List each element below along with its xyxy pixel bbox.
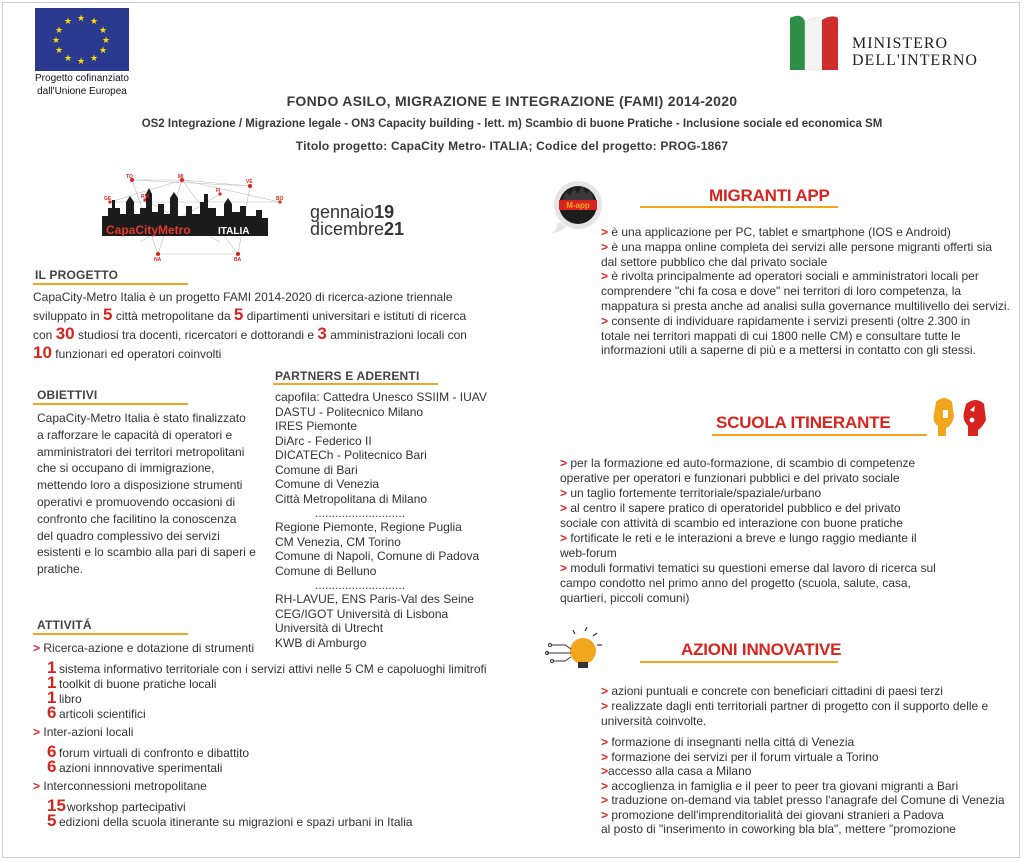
scuola-item-text: operative per operatori e funzionari pubblici e del privato sociale [560,471,900,485]
azioni-item-text: accesso alla casa a Milano [608,764,752,778]
attivita-sec3: > Interconnessioni metropolitane [33,779,207,793]
num-amministrazioni: 3 [317,324,327,343]
project-dates [310,204,404,238]
azioni-underline [640,661,838,663]
scuola-item-text: un taglio fortemente territoriale/spaziale/urbano [567,486,822,500]
svg-text:CapaCityMetro: CapaCityMetro [106,223,191,237]
partners-underline [273,383,438,385]
azioni-item-text: realizzate dagli enti territoriali partner di progetto con il supporto delle e [608,699,989,713]
migranti-item-text: informazioni utili a saperne di più e a mettersi in contatto con gli stessi. [601,343,976,358]
partner-item: CM Venezia, CM Torino [275,534,401,549]
azioni-item [601,764,1001,779]
scuola-underline [712,434,927,436]
progetto-line4: 10 funzionari ed operatori coinvolti [33,343,222,362]
num-studiosi: 30 [55,324,75,343]
azioni-item-text: formazione di insegnanti nella cittá di Venezia [608,735,855,749]
num-citta: 5 [103,305,113,324]
attivita-item-label: articoli scientifici [59,707,146,721]
migranti-item-text: consente di individuare rapidamente i servizi presenti (oltre 2.300 in [608,313,971,328]
scuola-item-text: campo condotto nel primo anno del progetto (scuola, salute, casa, [560,576,911,590]
azioni-item-text: formazione dei servizi per il forum virtuale a Torino [608,749,879,764]
page-subtitle: OS2 Integrazione / Migrazione legale - ON3 Capacity building - lett. m) Scambio di buone Pratiche - Inclusione sociale ed economica SM [141,118,883,130]
obiettivi-line: che si occupano di immigrazione, [37,461,215,476]
partner-item: Comune di Napoli, Comune di Padova [275,549,480,563]
progetto-line1: CapaCity-Metro Italia è un progetto FAMI 2014-2020 di ricerca-azione triennale [33,290,453,304]
attivita-item [47,658,503,677]
migranti-item-text: comprendere "chi fa cosa e dove" nei territori di loro competenza, la [601,284,962,299]
partner-item: Comune di Bari [275,462,358,477]
scuola-item [560,516,960,531]
bullet-marker: > [601,764,609,778]
azioni-item [601,750,1001,765]
azioni-item-text: università coinvolte. [601,714,707,728]
partner-item: IRES Piemonte [275,419,358,433]
progetto-heading: IL PROGETTO [35,268,119,282]
azioni-list-2 [601,735,1005,837]
obiettivi-line: esistenti e lo scambio alla pari di saperi e [37,545,256,560]
migranti-title: MIGRANTI APP [709,186,830,205]
svg-text:BA: BA [234,257,242,262]
bullet-marker: > [601,778,609,793]
obiettivi-line: operativi e promuovendo occasioni di [37,494,236,509]
scuola-item-text: sociale con attività di scambio ed interazione con buone pratiche [560,516,903,530]
attivita-heading: ATTIVITÁ [37,618,92,632]
obiettivi-line: a rafforzare le capacità di operatori e [37,427,233,442]
attivita-sec1: > Ricerca-azione e dotazione di strumenti [33,641,255,655]
progetto-line2: sviluppato in 5 città metropolitane da 5 dipartimenti universitari e istituti di ricerca [33,305,467,324]
partners-separator: ........................... [315,506,406,520]
num-funzionari: 10 [33,343,52,362]
migranti-item-text: è rivolta principalmente ad operatori sociali e amministratori locali per [608,269,979,284]
scuola-item [560,531,960,546]
obiettivi-line: pratiche. [37,562,84,577]
partner-item: capofila: Cattedra Unesco SSIIM - IUAV [275,390,487,404]
partner-item: Comune di Belluno [275,563,377,578]
attivita-item [47,757,503,776]
date-start-year: 19 [374,202,395,222]
azioni-title: AZIONI INNOVATIVE [681,640,842,659]
azioni-item [601,822,1001,837]
partners-group-1 [275,390,495,506]
ministry-line1: MINISTERO [852,35,949,52]
azioni-item [601,779,1001,794]
azioni-item [601,735,1001,750]
migranti-item [601,284,1001,299]
partner-item: DASTU - Politecnico Milano [275,404,424,419]
obiettivi-line: confronto che facilitino la conoscenza [37,511,237,526]
attivita-count: 5 [47,811,57,830]
scuola-item [560,561,960,576]
progetto-underline [33,283,188,285]
scuola-item [560,501,960,516]
scuola-title: SCUOLA ITINERANTE [716,413,891,432]
migranti-item-text: totale nei territori mappati di cui 1800 nelle CM) e consultare tutte le [601,328,961,343]
progetto-line3: con 30 studiosi tra docenti, ricercatori e dottorandi e 3 amministrazioni locali con [33,324,467,343]
date-end-year: 21 [384,219,405,239]
azioni-item-text: accoglienza in famiglia e il peer to peer tra giovani migranti a Bari [608,778,959,793]
attivita-count: 1 [47,688,57,707]
scuola-item-text: al centro il sapere pratico di operatoridel pubblico e del privato [567,501,901,515]
svg-text:RM: RM [141,194,149,200]
attivita-item-label: workshop partecipativi [67,800,186,814]
svg-text:FI: FI [216,188,221,194]
migranti-item [601,343,1001,358]
migranti-item-text: dal settore pubblico che dal privato sociale [601,254,828,269]
ministry-line2: DELL'INTERNO [852,52,978,69]
migranti-item-text: mappatura si presta anche ad analisi sulla governance multilivello dei servizi. [601,298,1010,313]
azioni-item [601,808,1001,823]
attivita-item [47,688,503,707]
scuola-item [560,456,960,471]
bullet-marker: > [601,807,609,822]
attivita-underline [33,633,188,635]
scuola-item [560,486,960,501]
azioni-item-text: azioni puntuali e concrete con beneficiari cittadini di paesi terzi [608,684,943,698]
bullet-marker: > [601,269,609,284]
num-dipartimenti: 5 [233,305,244,324]
scuola-item [560,471,960,486]
project-title: Titolo progetto: CapaCity Metro- ITALIA; Codice del progetto: PROG-1867 [295,139,729,153]
bullet-marker: > [560,561,568,575]
partner-item: DiArc - Federico II [275,433,372,448]
scuola-item-text: moduli formativi tematici su questioni emerse dal lavoro di ricerca sul [567,561,936,575]
attivita-item [47,811,503,830]
partner-item: Comune di Venezia [275,477,380,491]
svg-text:ITALIA: ITALIA [218,226,250,237]
obiettivi-line: CapaCity-Metro Italia è stato finalizzato [37,411,246,425]
partners-heading: PARTNERS E ADERENTI [275,369,420,383]
bullet-marker: > [601,749,609,764]
bullet-marker: > [601,313,609,328]
scuola-item [560,546,960,561]
azioni-item [601,714,1001,729]
ministry-name [852,35,978,69]
svg-text:BO: BO [276,196,284,202]
date-start-month: gennaio [310,202,375,222]
partner-item: Città Metropolitana di Milano [275,491,428,506]
partners-list [275,390,495,650]
obiettivi-line: amministratori dei territori metropolitani [37,444,245,459]
scuola-item-text: per la formazione ed auto-formazione, di scambio di competenze [567,456,916,470]
attivita-item-label: libro [59,692,82,706]
attivita-count: 6 [47,703,57,722]
svg-text:M-app: M-app [566,201,590,210]
svg-text:NA: NA [154,257,162,262]
attivita-item-label: sistema informativo territoriale con i servizi attivi nelle 5 CM e capoluoghi limitrofi [59,662,487,676]
attivita-item [47,673,503,692]
migranti-item [601,329,1001,344]
attivita-item-label: azioni innnovative sperimentali [59,761,223,775]
azioni-item [601,684,1001,699]
progetto-text [33,289,483,363]
migranti-item [601,298,1010,314]
attivita-list [33,641,503,829]
svg-text:GE: GE [104,196,112,202]
obiettivi-text [37,410,267,578]
bullet-marker: > [601,239,609,254]
migranti-item [601,225,1001,240]
bullet-marker: > [601,793,609,807]
svg-text:VE: VE [246,179,253,185]
attivita-count: 6 [47,757,57,776]
capacity-metro-logo [100,172,290,262]
scuola-icon [930,396,990,438]
azioni-item [601,699,1001,714]
attivita-sec2: > Inter-azioni locali [33,725,134,739]
scuola-item-text: fortificate le reti e le interazioni a breve e lungo raggio mediante il [567,531,917,545]
migranti-underline [640,206,838,208]
partner-item: KWB di Amburgo [275,635,367,650]
bullet-marker: > [560,486,568,500]
obiettivi-underline [33,403,188,405]
bullet-marker: > [560,501,568,515]
lightbulb-icon [545,627,605,679]
attivita-item-label: forum virtuali di confronto e dibattito [59,746,250,760]
partner-item: RH-LAVUE, ENS Paris-Val des Seine [275,592,474,606]
bullet-marker: > [601,735,609,749]
migranti-item [601,240,1001,255]
migranti-list [601,225,1010,358]
obiettivi-line: mettendo loro a disposizione strumenti [37,478,243,493]
bullet-marker: > [601,684,609,698]
scuola-list [560,456,960,606]
bullet-marker: > [560,456,568,470]
eu-flag-logo: ★ ★ ★ ★ ★ ★ ★ ★ ★ ★ ★ ★ [35,8,129,71]
azioni-item-text: traduzione on-demand via tablet presso l'anagrafe del Comune di Venezia [608,793,1005,807]
attivita-count: 1 [47,673,57,692]
eu-caption-line2: dall'Unione Europea [37,86,127,97]
attivita-count: 6 [47,742,57,761]
bullet-marker: > [560,531,568,545]
migranti-item [601,255,1001,270]
partner-item: Regione Piemonte, Regione Puglia [275,520,462,534]
attivita-count: 1 [47,658,57,677]
bullet-marker: > [601,225,609,239]
ministry-flag-emblem [788,10,840,72]
partner-item: Università di Utrecht [275,621,384,635]
scuola-item [560,576,960,591]
bullet-marker: > [601,699,609,713]
mapp-icon [548,178,606,236]
migranti-item-text: è una mappa online completa dei servizi alle persone migranti offerti sia [608,239,993,254]
svg-text:MI: MI [178,174,184,180]
azioni-item [601,793,1005,808]
eu-caption-line1: Progetto cofinanziato [35,73,129,84]
migranti-item [601,314,1001,329]
date-end-month: dicembre [310,219,385,239]
page-title: FONDO ASILO, MIGRAZIONE E INTEGRAZIONE (FAMI) 2014-2020 [286,93,738,109]
azioni-item-text: al posto di "inserimento in coworking bla bla", mettere "promozione [601,822,956,836]
obiettivi-line: del quadro complessivo dei servizi [37,528,220,543]
partner-item: CEG/IGOT Università di Lisbona [275,606,449,621]
attivita-item-label: toolkit di buone pratiche locali [59,677,217,691]
attivita-item [47,703,503,722]
azioni-item-text: promozione dell'imprenditorialità dei giovani stranieri a Padova [608,807,944,822]
attivita-item-label: edizioni della scuola itinerante su migrazioni e spazi urbani in Italia [59,815,413,829]
svg-text:TO: TO [126,174,133,180]
attivita-item [47,796,503,815]
attivita-item [47,742,503,761]
azioni-list-1 [601,684,1001,729]
partners-separator: ........................... [315,578,406,592]
scuola-item-text: quartieri, piccoli comuni) [560,591,690,605]
attivita-count: 15 [47,796,66,815]
migranti-item [601,269,1001,284]
migranti-item-text: è una applicazione per PC, tablet e smartphone (IOS e Android) [608,225,951,239]
scuola-item [560,591,960,606]
scuola-item-text: web-forum [560,546,617,560]
partner-item: DICATECh - Politecnico Bari [275,448,427,462]
partners-group-2 [275,520,495,578]
obiettivi-heading: OBIETTIVI [37,388,98,402]
